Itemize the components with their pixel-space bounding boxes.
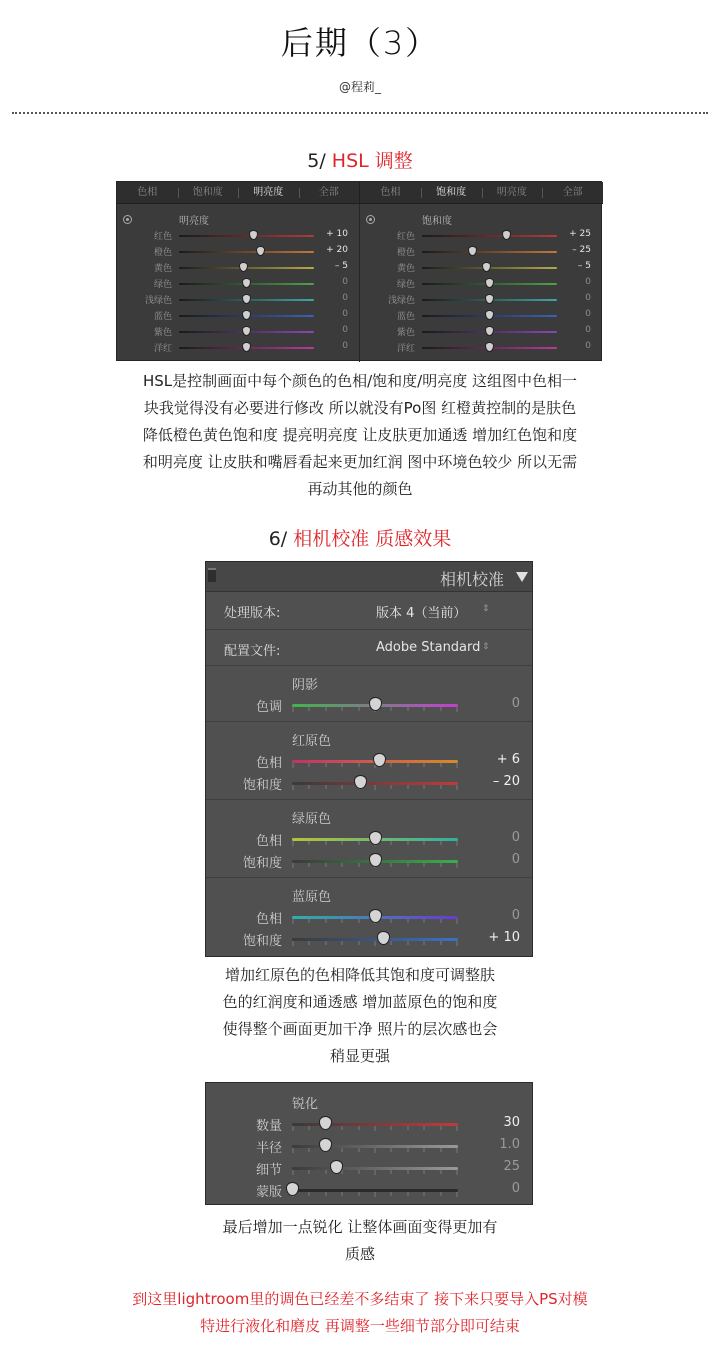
text-line: 和明亮度 让皮肤和嘴唇看起来更加红润 图中环境色较少 所以无需 <box>142 453 578 471</box>
slider-label: 蒙版 <box>255 1185 282 1200</box>
slider-value: 0 <box>585 325 591 335</box>
slider-label: 黄色 <box>153 264 172 274</box>
slider-thumb[interactable] <box>369 853 382 867</box>
hsl-description <box>100 368 620 503</box>
sharpening-panel <box>205 1082 533 1205</box>
slider-label: 洋红 <box>396 344 415 354</box>
slider-label: 紫色 <box>153 328 172 338</box>
slider-thumb[interactable] <box>242 294 251 304</box>
text-line: 特进行液化和磨皮 再调整一些细节部分即可结束 <box>200 1317 520 1335</box>
hsl-tabs-right <box>360 182 603 203</box>
profile-label: 配置文件: <box>224 644 281 659</box>
slider-thumb[interactable] <box>239 262 248 272</box>
slider-ticks <box>292 1160 458 1165</box>
text-line: 增加红原色的色相降低其饱和度可调整肤 <box>224 966 495 984</box>
hsl-luminance-column <box>117 204 360 362</box>
slider-value: 1.0 <box>499 1137 520 1152</box>
hsl-tab[interactable]: 饱和度 <box>421 182 482 203</box>
slider-track[interactable] <box>292 782 458 785</box>
group-title: 绿原色 <box>292 812 332 827</box>
slider-label: 色调 <box>255 700 282 715</box>
section-title: HSL 调整 <box>331 150 413 172</box>
slider-label: 色相 <box>255 756 282 771</box>
slider-row[interactable] <box>206 694 533 714</box>
slider-ticks <box>292 1138 458 1143</box>
slider-value: + 25 <box>569 229 591 239</box>
group-title: 红原色 <box>292 734 332 749</box>
hsl-tab[interactable]: 饱和度 <box>178 182 239 203</box>
calibration-section-heading <box>0 524 720 551</box>
slider-track[interactable] <box>422 235 557 237</box>
slider-label: 浅绿色 <box>387 296 415 306</box>
hsl-column-title: 明亮度 <box>179 216 209 227</box>
hsl-slider-row[interactable] <box>117 308 360 324</box>
slider-value: + 20 <box>326 245 348 255</box>
hsl-slider-row[interactable] <box>117 292 360 308</box>
slider-thumb[interactable] <box>286 1182 299 1196</box>
target-adjust-icon[interactable] <box>123 215 132 224</box>
slider-value: – 5 <box>577 261 591 271</box>
slider-value: + 10 <box>488 930 520 945</box>
slider-thumb[interactable] <box>485 294 494 304</box>
slider-thumb[interactable] <box>242 342 251 352</box>
closing-note <box>60 1286 660 1340</box>
slider-thumb[interactable] <box>502 230 511 240</box>
updown-icon[interactable]: ⇕ <box>482 604 490 614</box>
process-version-label: 处理版本: <box>224 606 281 621</box>
hsl-tab[interactable]: 明亮度 <box>238 182 299 203</box>
slider-value: 0 <box>342 277 348 287</box>
slider-row[interactable] <box>206 850 533 870</box>
calibration-description <box>160 962 560 1070</box>
slider-row[interactable] <box>206 750 533 770</box>
slider-thumb[interactable] <box>485 342 494 352</box>
hsl-slider-row[interactable] <box>360 308 603 324</box>
slider-label: 半径 <box>255 1141 282 1156</box>
slider-label: 黄色 <box>396 264 415 274</box>
hsl-slider-row[interactable] <box>117 324 360 340</box>
slider-label: 饱和度 <box>242 856 282 871</box>
text-line: 质感 <box>344 1245 375 1263</box>
process-version-row[interactable] <box>206 592 533 630</box>
hsl-slider-row[interactable] <box>360 228 603 244</box>
hsl-slider-row[interactable] <box>360 276 603 292</box>
slider-label: 细节 <box>255 1163 282 1178</box>
text-line: 使得整个画面更加干净 照片的层次感也会 <box>222 1020 498 1038</box>
slider-label: 浅绿色 <box>144 296 172 306</box>
slider-value: 0 <box>585 277 591 287</box>
author-handle: @程莉_ <box>338 80 381 94</box>
group-title: 蓝原色 <box>292 890 332 905</box>
hsl-slider-row[interactable] <box>117 340 360 356</box>
hsl-tabs-left <box>117 182 360 203</box>
hsl-saturation-column <box>360 204 603 362</box>
hsl-slider-row[interactable] <box>360 260 603 276</box>
hsl-slider-row[interactable] <box>360 340 603 356</box>
target-adjust-icon[interactable] <box>366 215 375 224</box>
hsl-slider-row[interactable] <box>117 260 360 276</box>
section-number: 6/ <box>268 528 288 550</box>
hsl-slider-row[interactable] <box>117 228 360 244</box>
text-line: 最后增加一点锐化 让整体画面变得更加有 <box>222 1218 498 1236</box>
slider-value: 0 <box>585 293 591 303</box>
slider-value: + 10 <box>326 229 348 239</box>
calibration-group <box>206 800 533 878</box>
slider-ticks <box>292 775 458 780</box>
slider-value: – 5 <box>334 261 348 271</box>
slider-ticks <box>292 1182 458 1187</box>
panel-header[interactable] <box>206 562 533 592</box>
dotted-divider <box>12 112 708 114</box>
slider-row[interactable] <box>206 928 533 948</box>
slider-thumb[interactable] <box>242 326 251 336</box>
sharpening-title: 锐化 <box>292 1097 319 1112</box>
slider-value: 0 <box>342 293 348 303</box>
slider-value: 30 <box>503 1115 520 1130</box>
slider-thumb[interactable] <box>369 909 382 923</box>
hsl-slider-row[interactable] <box>360 244 603 260</box>
text-line: HSL是控制画面中每个颜色的色相/饱和度/明亮度 这组图中色相一 <box>142 372 578 390</box>
process-version-value[interactable]: 版本 4（当前） <box>376 606 467 621</box>
slider-value: 0 <box>511 1181 520 1196</box>
slider-thumb[interactable] <box>354 775 367 789</box>
slider-thumb[interactable] <box>319 1116 332 1130</box>
hsl-slider-row[interactable] <box>360 292 603 308</box>
hsl-panel <box>116 181 602 361</box>
slider-label: 绿色 <box>396 280 415 290</box>
slider-value: 0 <box>585 309 591 319</box>
text-line: 降低橙色黄色饱和度 提亮明亮度 让皮肤更加通透 增加红色饱和度 <box>142 426 578 444</box>
panel-grip-icon <box>208 568 216 582</box>
slider-row[interactable] <box>206 1179 534 1199</box>
slider-thumb[interactable] <box>485 326 494 336</box>
slider-label: 蓝色 <box>153 312 172 322</box>
section-title: 相机校准 质感效果 <box>293 528 452 550</box>
text-line: 稍显更强 <box>329 1047 390 1065</box>
slider-thumb[interactable] <box>242 278 251 288</box>
updown-icon[interactable]: ⇕ <box>482 642 490 652</box>
hsl-tab[interactable]: 全部 <box>542 182 603 203</box>
slider-row[interactable] <box>206 1157 534 1177</box>
slider-row[interactable] <box>206 828 533 848</box>
slider-row[interactable] <box>206 772 533 792</box>
slider-thumb[interactable] <box>468 246 477 256</box>
slider-row[interactable] <box>206 906 533 926</box>
slider-label: 蓝色 <box>396 312 415 322</box>
slider-track[interactable] <box>292 1167 458 1170</box>
hsl-tab-bar <box>117 182 603 204</box>
slider-value: 0 <box>511 908 520 923</box>
slider-label: 饱和度 <box>242 778 282 793</box>
hsl-section-heading <box>0 146 720 173</box>
slider-thumb[interactable] <box>319 1138 332 1152</box>
slider-label: 橙色 <box>396 248 415 258</box>
slider-label: 色相 <box>255 912 282 927</box>
slider-value: 0 <box>585 341 591 351</box>
hsl-tab[interactable]: 明亮度 <box>482 182 543 203</box>
slider-track[interactable] <box>422 251 557 253</box>
camera-calibration-panel <box>205 561 533 957</box>
panel-title: 相机校准 <box>439 570 504 589</box>
slider-label: 红色 <box>396 232 415 242</box>
slider-value: – 20 <box>492 774 520 789</box>
slider-label: 色相 <box>255 834 282 849</box>
slider-label: 数量 <box>255 1119 282 1134</box>
calibration-group <box>206 666 533 722</box>
hsl-slider-row[interactable] <box>117 244 360 260</box>
slider-label: 紫色 <box>396 328 415 338</box>
slider-value: 0 <box>342 309 348 319</box>
calibration-group <box>206 722 533 800</box>
slider-value: – 25 <box>572 245 591 255</box>
slider-thumb[interactable] <box>242 310 251 320</box>
profile-value[interactable]: Adobe Standard <box>376 640 481 655</box>
hsl-tab[interactable]: 色相 <box>380 187 401 198</box>
slider-row[interactable] <box>206 1113 534 1133</box>
page-title: 后期（3） <box>280 24 440 62</box>
slider-value: 0 <box>511 696 520 711</box>
sharpening-description <box>160 1214 560 1268</box>
slider-thumb[interactable] <box>369 831 382 845</box>
slider-label: 洋红 <box>153 344 172 354</box>
text-line: 块我觉得没有必要进行修改 所以就没有Po图 红橙黄控制的是肤色 <box>143 399 577 417</box>
collapse-triangle-icon[interactable] <box>516 572 528 582</box>
slider-thumb[interactable] <box>485 310 494 320</box>
hsl-slider-row[interactable] <box>117 276 360 292</box>
slider-label: 橙色 <box>153 248 172 258</box>
hsl-slider-row[interactable] <box>360 324 603 340</box>
slider-row[interactable] <box>206 1135 534 1155</box>
slider-track[interactable] <box>179 235 314 237</box>
slider-value: + 6 <box>496 752 520 767</box>
slider-track[interactable] <box>292 1145 458 1148</box>
hsl-column-title: 饱和度 <box>422 216 452 227</box>
text-line: 到这里lightroom里的调色已经差不多结束了 接下来只要导入PS对模 <box>132 1290 588 1308</box>
slider-thumb[interactable] <box>256 246 265 256</box>
slider-track[interactable] <box>292 938 458 941</box>
slider-thumb[interactable] <box>482 262 491 272</box>
slider-thumb[interactable] <box>249 230 258 240</box>
slider-value: 0 <box>342 341 348 351</box>
section-number: 5/ <box>307 150 326 172</box>
hsl-tab[interactable]: 全部 <box>299 182 360 203</box>
slider-track[interactable] <box>292 1123 458 1126</box>
slider-ticks <box>292 931 458 936</box>
slider-value: 25 <box>503 1159 520 1174</box>
text-line: 色的红润度和通透感 增加蓝原色的饱和度 <box>222 993 498 1011</box>
profile-row[interactable] <box>206 632 533 666</box>
slider-label: 红色 <box>153 232 172 242</box>
slider-value: 0 <box>511 830 520 845</box>
slider-value: 0 <box>511 852 520 867</box>
slider-track[interactable] <box>292 1189 458 1192</box>
slider-ticks <box>292 1116 458 1121</box>
slider-thumb[interactable] <box>369 697 382 711</box>
slider-thumb[interactable] <box>485 278 494 288</box>
slider-track[interactable] <box>179 251 314 253</box>
calibration-group <box>206 878 533 957</box>
slider-label: 绿色 <box>153 280 172 290</box>
group-title: 阴影 <box>292 678 319 693</box>
hsl-tab[interactable]: 色相 <box>137 187 158 198</box>
text-line: 再动其他的颜色 <box>307 480 413 498</box>
slider-label: 饱和度 <box>242 934 282 949</box>
slider-value: 0 <box>342 325 348 335</box>
